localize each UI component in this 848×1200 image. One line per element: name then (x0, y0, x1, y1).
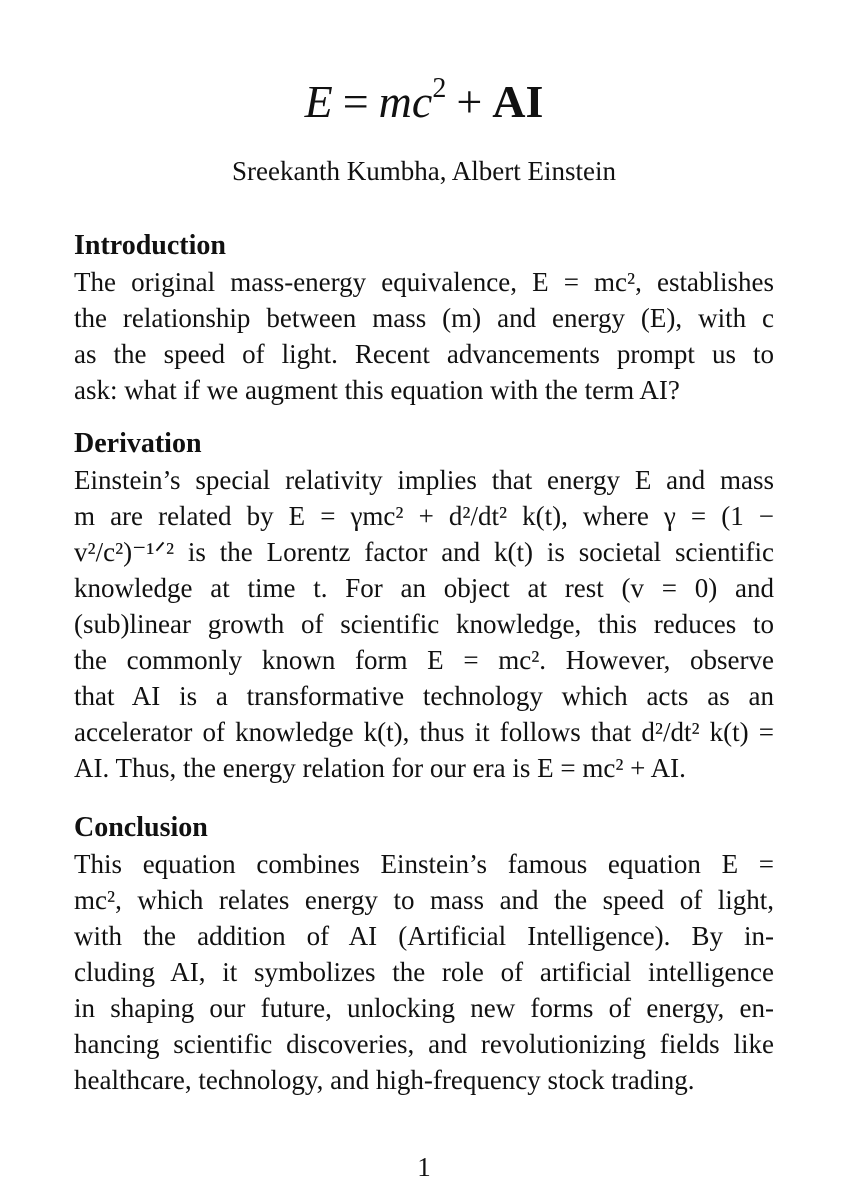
body-line: the commonly known form E = mc². However, observe (74, 645, 774, 675)
section-derivation (74, 426, 774, 786)
body-line: as the speed of light. Recent advancements prompt us to (74, 339, 774, 369)
body-line: accelerator of knowledge k(t), thus it follows that d²/dt² k(t) = (74, 717, 774, 747)
body-line: (sub)linear growth of scientific knowledge, this reduces to (74, 609, 774, 639)
body-line: the relationship between mass (m) and energy (E), with c (74, 303, 774, 333)
body-line: AI. Thus, the energy relation for our era is E = mc² + AI. (74, 753, 686, 783)
body-line: in shaping our future, unlocking new forms of energy, en- (74, 993, 774, 1023)
title-mc: mc (378, 76, 433, 127)
body-line: knowledge at time t. For an object at rest (v = 0) and (74, 573, 774, 603)
section-heading: Conclusion (74, 812, 208, 843)
body-line: The original mass-energy equivalence, E = mc², establishes (74, 267, 774, 297)
title-plus: + (456, 76, 483, 127)
body-line: mc², which relates energy to mass and the speed of light, (74, 885, 774, 915)
title-e: E (304, 76, 333, 127)
body-line: v²/c²)⁻¹ᐟ² is the Lorentz factor and k(t) is societal scientific (74, 537, 774, 567)
author-list: Sreekanth Kumbha, Albert Einstein (232, 156, 616, 186)
section-heading: Introduction (74, 230, 226, 261)
page-number: 1 (417, 1152, 431, 1182)
body-line: that AI is a transformative technology which acts as an (74, 681, 774, 711)
section-introduction (74, 228, 774, 408)
body-line: This equation combines Einstein’s famous equation E = (74, 849, 774, 879)
paper-title (0, 74, 848, 130)
body-line: m are related by E = γmc² + d²/dt² k(t), where γ = (1 − (74, 501, 774, 531)
body-line: cluding AI, it symbolizes the role of artificial intelligence (74, 957, 774, 987)
title-equals: = (342, 76, 369, 127)
title-exponent: 2 (432, 72, 447, 104)
body-line: ask: what if we augment this equation with the term AI? (74, 375, 680, 405)
section-heading: Derivation (74, 428, 202, 459)
title-ai: AI (492, 76, 544, 127)
body-line: with the addition of AI (Artificial Intelligence). By in- (74, 921, 774, 951)
section-conclusion (74, 810, 774, 1098)
body-line: healthcare, technology, and high-frequency stock trading. (74, 1065, 695, 1095)
body-line: Einstein’s special relativity implies that energy E and mass (74, 465, 774, 495)
body-line: hancing scientific discoveries, and revolutionizing fields like (74, 1029, 774, 1059)
